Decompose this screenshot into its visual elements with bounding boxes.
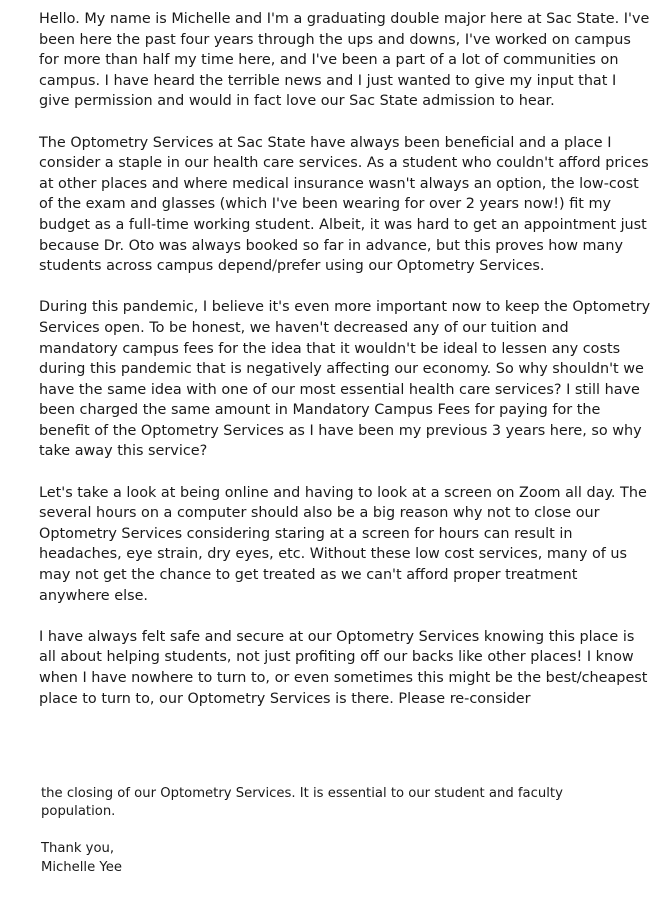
paragraph-optometry-benefits: The Optometry Services at Sac State have always been beneficial and a place I consider a staple in our health care services. As a student who couldn't afford prices at other places and where medical insurance wasn't always an option, the low-cost of the exam and glasses (which I've been wearing for over 2 years now!) fit my budget as a full-time working student. Albeit, it was hard to get an appointment just because Dr. Oto was always booked so far in advance, but this proves how many students across campus depend/prefer using our Optometry Services.: [39, 134, 649, 275]
paragraph-introduction: Hello. My name is Michelle and I'm a graduating double major here at Sac State. I've been here the past four years through the ups and downs, I've worked on campus for more than half my time here, and I've been a part of a lot of communities on campus. I have heard the terrible news and I just wanted to give my input that I give permission and would in fact love our Sac State admission to hear.: [39, 11, 650, 110]
letter-closing: [41, 840, 641, 877]
paragraph-pandemic: During this pandemic, I believe it's even more important now to keep the Optometry Services open. To be honest, we haven't decreased any of our tuition and mandatory campus fees for the idea that it wouldn't be ideal to lessen any costs during this pandemic that is negatively affecting our economy. So why shouldn't we have the same idea with one of our most essential health care services? I still have been charged the same amount in Mandatory Campus Fees for paying for the benefit of the Optometry Services as I have been my previous 3 years here, so why take away this service?: [39, 299, 651, 460]
paragraph-continuation: the closing of our Optometry Services. It is essential to our student and faculty population.: [41, 786, 563, 820]
letter-continuation: [41, 785, 641, 877]
signoff: Thank you,: [41, 841, 115, 857]
paragraph-screen-time: Let's take a look at being online and having to look at a screen on Zoom all day. The several hours on a computer should also be a big reason why not to close our Optometry Services considering staring at a screen for hours can result in headaches, eye strain, dry eyes, etc. Without these low cost services, many of us may not get the chance to get treated as we can't afford proper treatment anywhere else.: [39, 484, 647, 604]
signature-name: Michelle Yee: [41, 859, 122, 875]
paragraph-safe-secure: I have always felt safe and secure at our Optometry Services knowing this place is all about helping students, not just profiting off our backs like other places! I know when I have nowhere to turn to, or even sometimes this might be the best/cheapest place to turn to, our Optometry Services is there. Please re-consider: [39, 628, 648, 707]
letter-body: [39, 9, 651, 709]
